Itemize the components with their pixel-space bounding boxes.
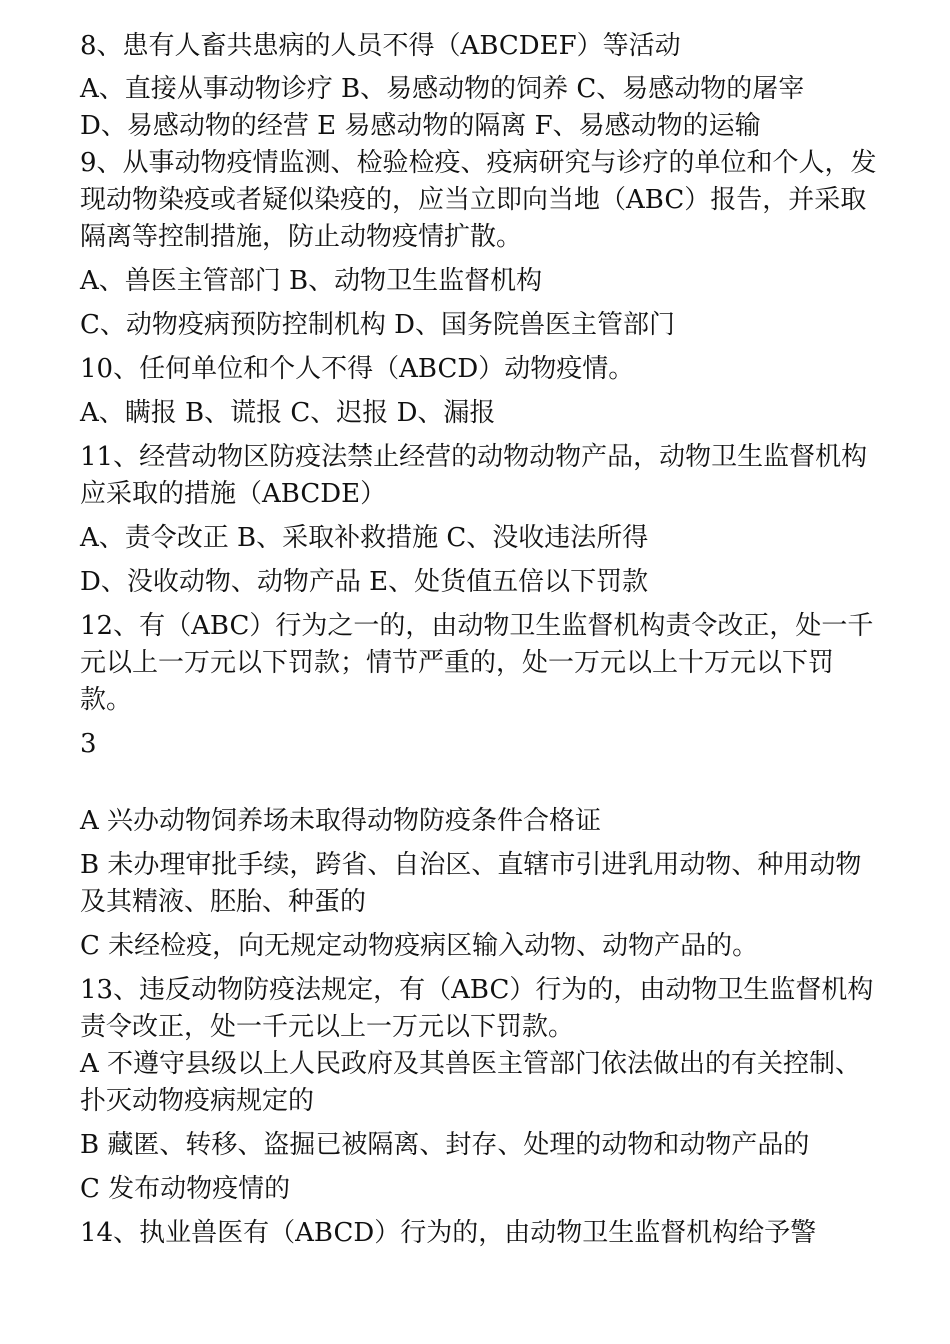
question-12-option-b: B 未办理审批手续，跨省、自治区、直辖市引进乳用动物、种用动物及其精液、胚胎、种蛋的: [80, 850, 862, 917]
question-9-options-1: A、兽医主管部门 B、动物卫生监督机构: [80, 266, 543, 296]
question-9: 9、从事动物疫情监测、检验检疫、疫病研究与诊疗的单位和个人，发现动物染疫或者疑似染疫的，应当立即向当地（ABC）报告，并采取隔离等控制措施，防止动物疫情扩散。: [80, 148, 877, 252]
question-14: 14、执业兽医有（ABCD）行为的，由动物卫生监督机构给予警: [80, 1218, 817, 1248]
question-11-options-1: A、责令改正 B、采取补救措施 C、没收违法所得: [80, 523, 649, 553]
question-10: 10、任何单位和个人不得（ABCD）动物疫情。: [80, 354, 635, 384]
question-8: 8、患有人畜共患病的人员不得（ABCDEF）等活动: [80, 31, 681, 61]
question-9-options-2: C、动物疫病预防控制机构 D、国务院兽医主管部门: [80, 310, 676, 340]
question-8-options-2: D、易感动物的经营 E 易感动物的隔离 F、易感动物的运输: [80, 111, 761, 141]
question-13-option-c: C 发布动物疫情的: [80, 1174, 291, 1204]
question-11: 11、经营动物区防疫法禁止经营的动物动物产品，动物卫生监督机构应采取的措施（ABCDE）: [80, 442, 868, 509]
question-10-options: A、瞒报 B、谎报 C、迟报 D、漏报: [80, 398, 496, 428]
document-page: [80, 28, 880, 1252]
question-12-option-c: C 未经检疫，向无规定动物疫病区输入动物、动物产品的。: [80, 931, 759, 961]
question-12: 12、有（ABC）行为之一的，由动物卫生监督机构责令改正，处一千元以上一万元以下罚款；情节严重的，处一万元以上十万元以下罚款。: [80, 611, 874, 715]
page-number: 3: [80, 729, 97, 759]
question-13-option-a: A 不遵守县级以上人民政府及其兽医主管部门依法做出的有关控制、扑灭动物疫病规定的: [80, 1049, 862, 1116]
question-13: 13、违反动物防疫法规定，有（ABC）行为的，由动物卫生监督机构责令改正，处一千元以上一万元以下罚款。: [80, 975, 874, 1042]
question-8-options-1: A、直接从事动物诊疗 B、易感动物的饲养 C、易感动物的屠宰: [80, 74, 805, 104]
question-13-option-b: B 藏匿、转移、盗掘已被隔离、封存、处理的动物和动物产品的: [80, 1130, 810, 1160]
question-11-options-2: D、没收动物、动物产品 E、处货值五倍以下罚款: [80, 567, 649, 597]
question-12-option-a: A 兴办动物饲养场未取得动物防疫条件合格证: [80, 806, 602, 836]
